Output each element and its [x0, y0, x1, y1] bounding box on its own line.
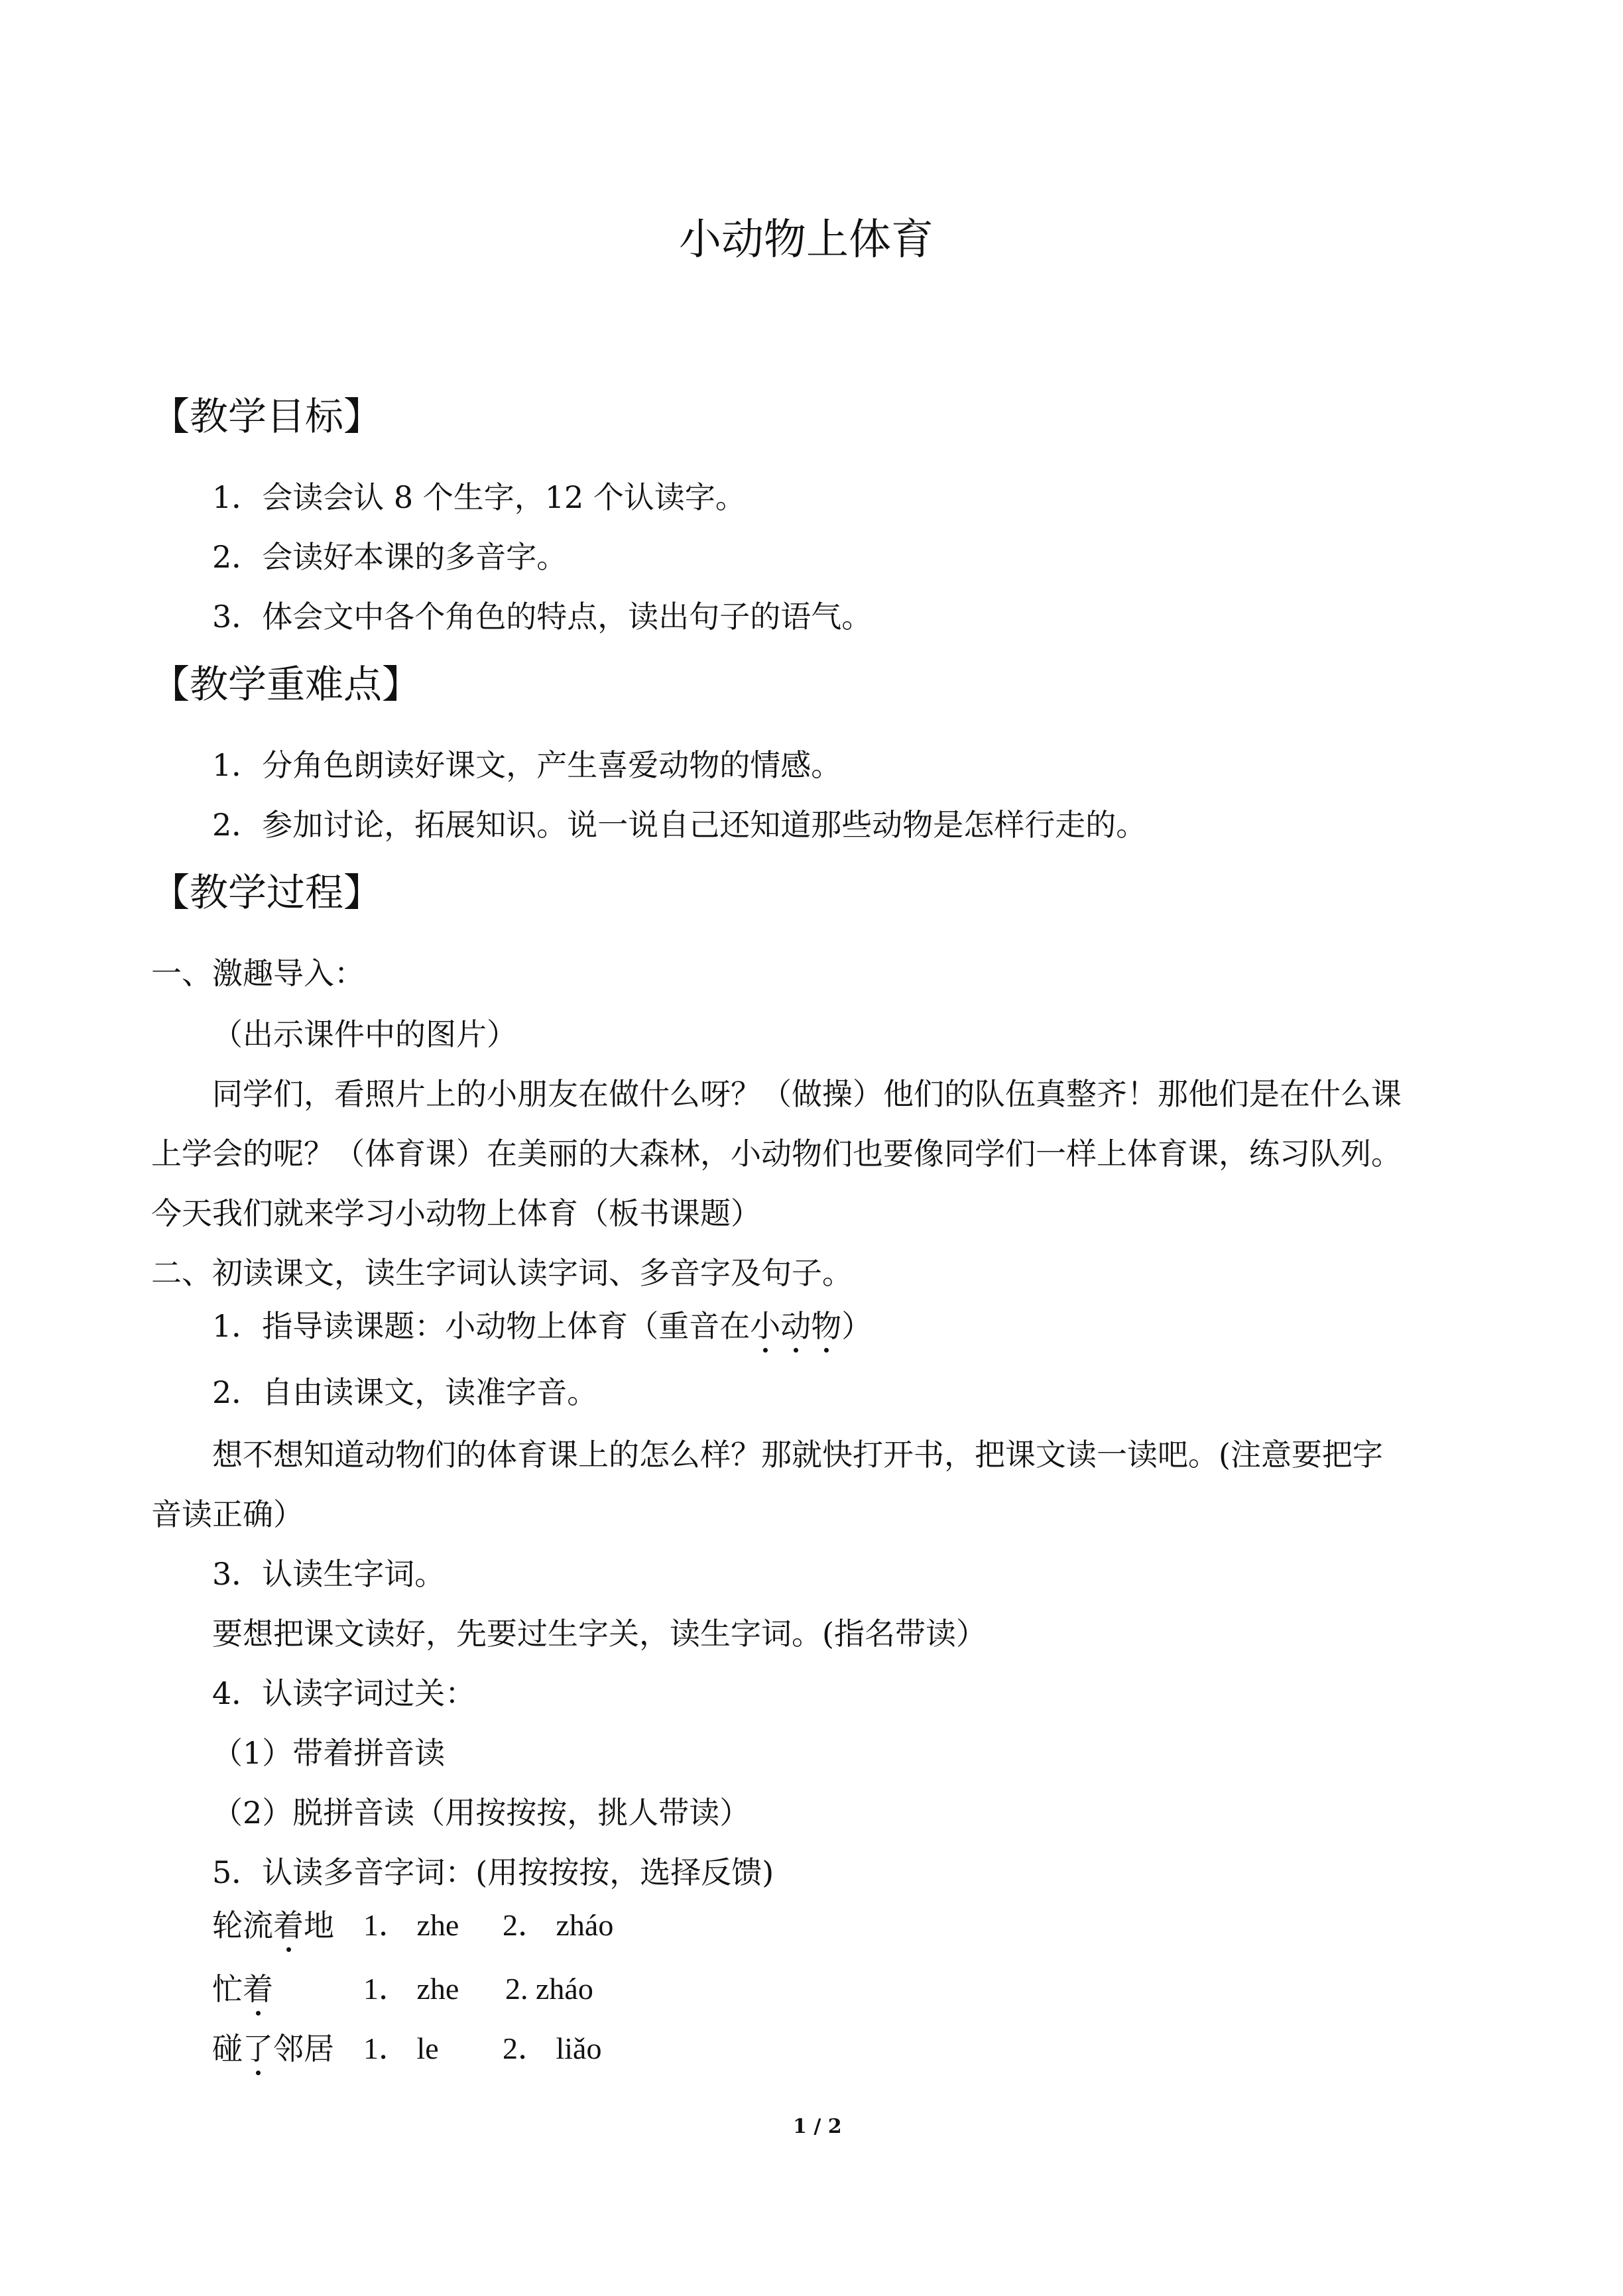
step5-line: 5．认读多音字词：(用按按按，选择反馈): [212, 1854, 774, 1890]
polyphone-row: [212, 1969, 273, 2009]
polyphone-char: 着: [273, 1905, 304, 1945]
process-part1-note: （出示课件中的图片）: [212, 1016, 517, 1052]
page-title: 小动物上体育: [679, 215, 933, 265]
polyphone-option: 2． liǎo: [503, 2031, 602, 2065]
goal-item: 2．会读好本课的多音字。: [212, 539, 568, 575]
polyphone-word-post: 邻居: [273, 2031, 334, 2067]
polyphone-option: 1． zhe: [363, 1908, 459, 1942]
polyphone-row: [212, 2029, 334, 2069]
polyphone-word-post: 地: [304, 1907, 334, 1943]
emphasis-char: 动: [780, 1306, 811, 1346]
section-heading-key-points: 【教学重难点】: [151, 662, 421, 707]
section-heading-goals: 【教学目标】: [151, 394, 383, 439]
step3-line: 3．认读生字词。: [212, 1556, 446, 1592]
process-paragraph-line: 想不想知道动物们的体育课上的怎么样？那就快打开书，把课文读一读吧。(注意要把字: [212, 1437, 1383, 1473]
key-point-item: 1．分角色朗读好课文，产生喜爱动物的情感。: [212, 747, 842, 783]
process-paragraph-line: 音读正确）: [151, 1496, 304, 1532]
polyphone-option: 2． zháo: [503, 1908, 614, 1942]
process-part2-title: 二、初读课文，读生字词认读字词、多音字及句子。: [151, 1255, 853, 1291]
polyphone-word-pre: 轮流: [212, 1907, 273, 1943]
polyphone-row: [212, 1905, 334, 1945]
polyphone-char: 着: [243, 1969, 273, 2009]
step4-line: 4．认读字词过关：: [212, 1675, 476, 1711]
polyphone-option: 1． le: [363, 2031, 439, 2065]
polyphone-word-pre: 碰: [212, 2031, 243, 2067]
polyphone-option: 2. zháo: [505, 1972, 593, 2006]
step4-subitem: （1）带着拼音读: [212, 1735, 446, 1771]
page-number: 1 / 2: [793, 2115, 842, 2138]
step4-subitem: （2）脱拼音读（用按按按，挑人带读）: [212, 1795, 751, 1831]
process-paragraph-line: 要想把课文读好，先要过生字关，读生字词。(指名带读）: [212, 1616, 987, 1652]
emphasis-char: 小: [750, 1306, 780, 1346]
polyphone-char: 了: [243, 2029, 273, 2069]
process-paragraph-line: 今天我们就来学习小动物上体育（板书课题）: [151, 1195, 761, 1231]
process-paragraph-line: 同学们，看照片上的小朋友在做什么呀？（做操）他们的队伍真整齐！那他们是在什么课: [212, 1076, 1402, 1112]
step1-suffix: ）: [841, 1308, 872, 1344]
process-part1-title: 一、激趣导入：: [151, 955, 365, 991]
step1-prefix: 1．指导读课题：小动物上体育（重音在: [212, 1308, 751, 1344]
goal-item: 1．会读会认 8 个生字，12 个认读字。: [212, 479, 746, 515]
process-paragraph-line: 上学会的呢？（体育课）在美丽的大森林，小动物们也要像同学们一样上体育课，练习队列。: [151, 1136, 1402, 1172]
key-point-item: 2．参加讨论，拓展知识。说一说自己还知道那些动物是怎样行走的。: [212, 807, 1147, 843]
section-heading-process: 【教学过程】: [151, 870, 383, 915]
polyphone-word-pre: 忙: [212, 1971, 243, 2007]
step2-line: 2．自由读课文，读准字音。: [212, 1374, 598, 1410]
goal-item: 3．体会文中各个角色的特点，读出句子的语气。: [212, 599, 872, 634]
polyphone-option: 1． zhe: [363, 1972, 459, 2006]
step1-line: [212, 1306, 872, 1346]
emphasis-char: 物: [811, 1306, 841, 1346]
